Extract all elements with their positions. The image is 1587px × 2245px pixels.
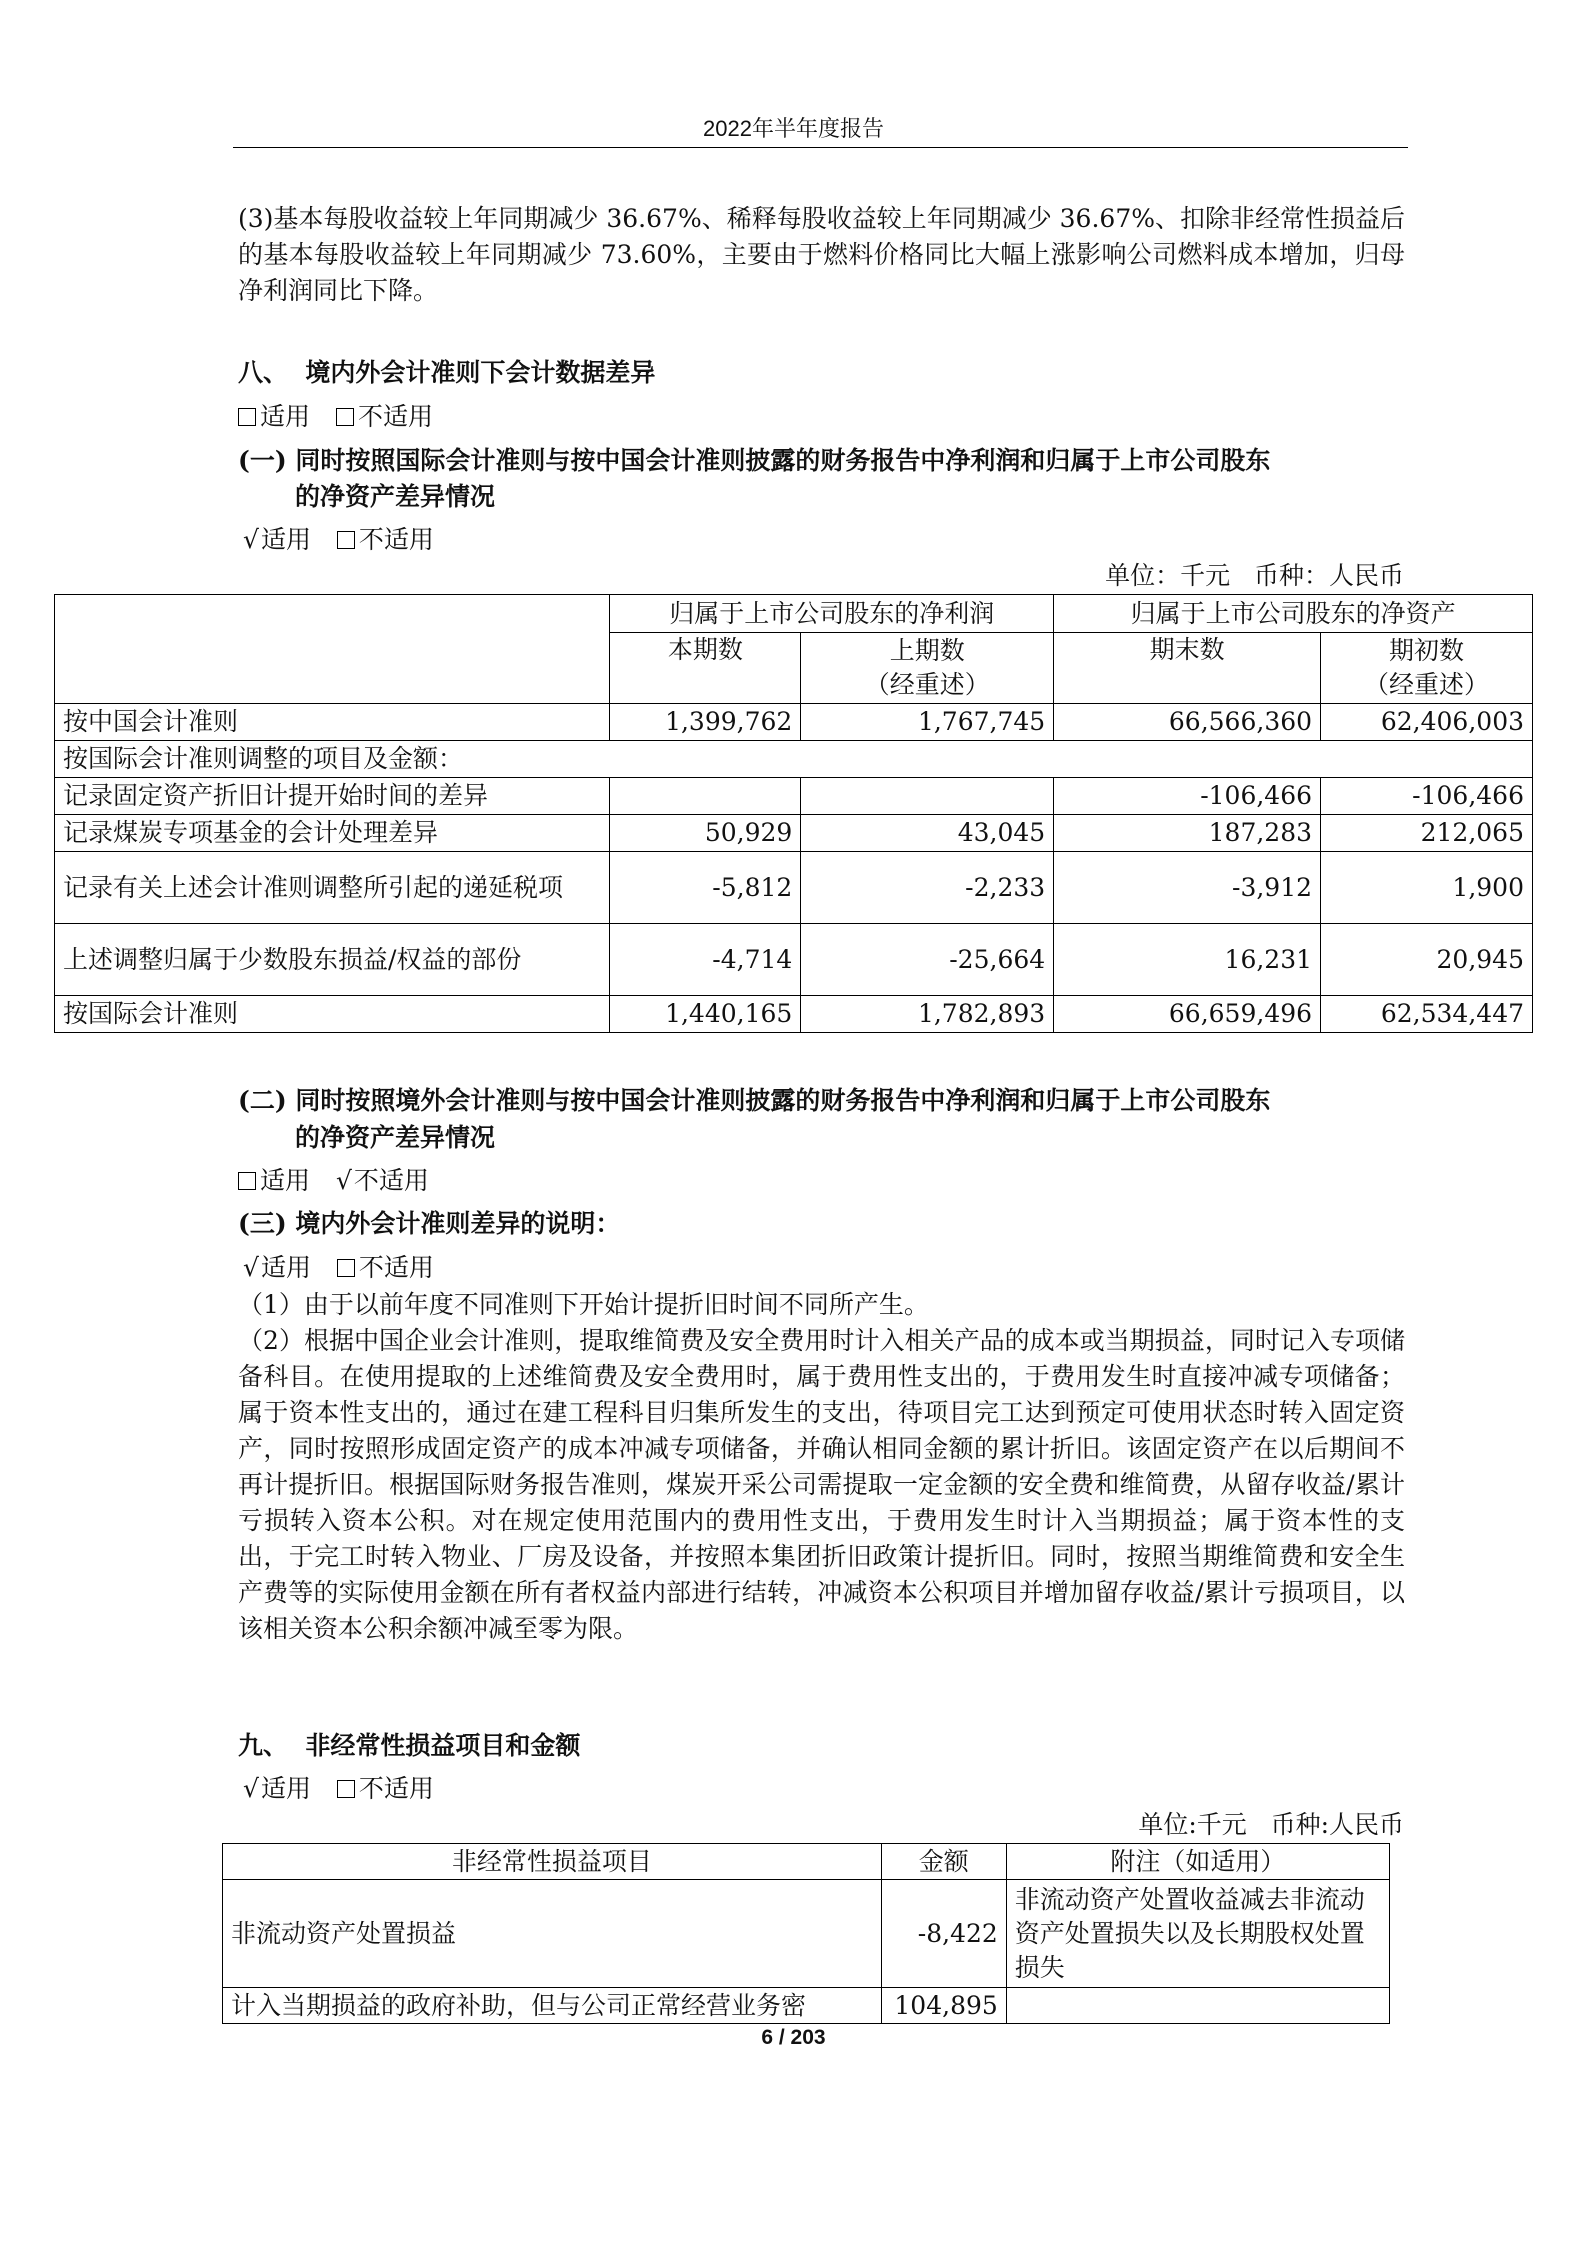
row-label: 记录煤炭专项基金的会计处理差异 <box>55 815 610 852</box>
sub3-note-1: （1）由于以前年度不同准则下开始计提折旧时间不同所产生。 <box>238 1290 929 1319</box>
cell-value: 1,440,165 <box>610 996 801 1033</box>
checkbox-empty-icon <box>238 408 256 426</box>
cell-value: 1,767,745 <box>801 704 1054 741</box>
check-mark-icon: √ <box>243 1253 259 1282</box>
table-header-row <box>223 1844 1390 1880</box>
table-row <box>55 852 1533 924</box>
col-header-period-start: 期初数 （经重述） <box>1321 633 1533 704</box>
section9-options: √适用 不适用 <box>243 1771 434 1807</box>
sub2-title-line1: (二) 同时按照境外会计准则与按中国会计准则披露的财务报告中净利润和归属于上市公司股东 <box>238 1086 1271 1115</box>
cell-value: -5,812 <box>610 852 801 924</box>
table-group-header-row <box>55 595 1533 633</box>
check-mark-icon: √ <box>335 1166 352 1195</box>
cell-value: -25,664 <box>801 924 1054 996</box>
checkbox-empty-icon <box>238 1172 256 1190</box>
section8-title: 八、 境内外会计准则下会计数据差异 <box>238 358 656 387</box>
row-label-span: 按国际会计准则调整的项目及金额： <box>55 741 1533 778</box>
table-corner-cell <box>55 595 610 704</box>
header-divider <box>233 147 1408 148</box>
cell-value: 1,782,893 <box>801 996 1054 1033</box>
cell-value: 62,534,447 <box>1321 996 1533 1033</box>
sub1-options: √适用 不适用 <box>243 522 434 558</box>
row-label: 按国际会计准则 <box>55 996 610 1033</box>
sub3-options: √适用 不适用 <box>243 1250 434 1286</box>
cell-value: -2,233 <box>801 852 1054 924</box>
row-label: 记录固定资产折旧计提开始时间的差异 <box>55 778 610 815</box>
table-row <box>223 1988 1390 2024</box>
col-header-prior: 上期数 （经重述） <box>801 633 1054 704</box>
sub1-title-line1: (一) 同时按照国际会计准则与按中国会计准则披露的财务报告中净利润和归属于上市公司股东 <box>238 446 1271 475</box>
header-note: 附注（如适用） <box>1006 1844 1389 1880</box>
page-number: 6 / 203 <box>761 2026 826 2049</box>
non-recurring-items-table <box>222 1843 1390 2024</box>
amount-cell: -8,422 <box>881 1880 1006 1988</box>
table-row <box>55 741 1533 778</box>
cell-value: 16,231 <box>1054 924 1321 996</box>
section9-title: 九、 非经常性损益项目和金额 <box>238 1731 581 1760</box>
cell-value: 50,929 <box>610 815 801 852</box>
checkbox-empty-icon <box>337 1780 355 1798</box>
cell-value: 187,283 <box>1054 815 1321 852</box>
cell-value: 1,900 <box>1321 852 1533 924</box>
checkbox-empty-icon <box>337 531 355 549</box>
cell-value: 20,945 <box>1321 924 1533 996</box>
group-header-net-assets: 归属于上市公司股东的净资产 <box>1054 595 1533 633</box>
checkbox-empty-icon <box>337 1259 355 1277</box>
cell-value: -4,714 <box>610 924 801 996</box>
note-cell <box>1006 1988 1389 2024</box>
sub1-title-line2: 的净资产差异情况 <box>295 482 496 511</box>
section9-unit: 单位:千元 币种:人民币 <box>1138 1810 1404 1839</box>
table-row <box>55 815 1533 852</box>
cell-value: 43,045 <box>801 815 1054 852</box>
cell-value: -106,466 <box>1054 778 1321 815</box>
cell-value: -106,466 <box>1321 778 1533 815</box>
sub2-options: 适用 √不适用 <box>238 1163 429 1199</box>
col-header-current: 本期数 <box>610 633 801 704</box>
row-label: 上述调整归属于少数股东损益/权益的部份 <box>55 924 610 996</box>
cell-value <box>801 778 1054 815</box>
table-row <box>223 1880 1390 1988</box>
item-cell: 非流动资产处置损益 <box>223 1880 882 1988</box>
table-row <box>55 924 1533 996</box>
cell-value: 212,065 <box>1321 815 1533 852</box>
cell-value: 66,566,360 <box>1054 704 1321 741</box>
check-mark-icon: √ <box>243 525 259 554</box>
item-cell: 计入当期损益的政府补助，但与公司正常经营业务密 <box>223 1988 882 2024</box>
checkbox-empty-icon <box>336 408 354 426</box>
group-header-net-profit: 归属于上市公司股东的净利润 <box>610 595 1054 633</box>
intro-paragraph: (3)基本每股收益较上年同期减少 36.67%、稀释每股收益较上年同期减少 36.67%、扣除非经常性损益后的基本每股收益较上年同期减少 73.60%，主要由于燃料价格同比大幅上涨影响公司燃料成本增加，归母净利润同比下降。 <box>238 204 1405 305</box>
cell-value: 62,406,003 <box>1321 704 1533 741</box>
gaap-difference-table <box>54 594 1533 1033</box>
table-row <box>55 704 1533 741</box>
cell-value: 66,659,496 <box>1054 996 1321 1033</box>
table-row <box>55 996 1533 1033</box>
header-item: 非经常性损益项目 <box>223 1844 882 1880</box>
cell-value: -3,912 <box>1054 852 1321 924</box>
section8-options: 适用 不适用 <box>238 399 433 435</box>
header-amount: 金额 <box>881 1844 1006 1880</box>
sub1-unit: 单位：千元 币种：人民币 <box>1105 561 1404 590</box>
check-mark-icon: √ <box>243 1774 259 1803</box>
page-header-title: 2022年半年度报告 <box>703 116 884 141</box>
row-label: 记录有关上述会计准则调整所引起的递延税项 <box>55 852 610 924</box>
sub3-title: (三) 境内外会计准则差异的说明： <box>238 1209 621 1238</box>
sub3-note-2: （2）根据中国企业会计准则，提取维简费及安全费用时计入相关产品的成本或当期损益，同时记入专项储备科目。在使用提取的上述维简费及安全费用时，属于费用性支出的，于费用发生时直接冲减专项储备；属于资本性支出的，通过在建工程科目归集所发生的支出，待项目完工达到预定可使用状态时转入固定资产，同时按照形成固定资产的成本冲减专项储备，并确认相同金额的累计折旧。该固定资产在以后期间不再计提折旧。根据国际财务报告准则，煤炭开采公司需提取一定金额的安全费和维简费，从留存收益/累计亏损转入资本公积。对在规定使用范围内的费用性支出，于费用发生时计入当期损益；属于资本性的支出，于完工时转入物业、厂房及设备，并按照本集团折旧政策计提折旧。同时，按照当期维简费和安全生产费等的实际使用金额在所有者权益内部进行结转，冲减资本公积项目并增加留存收益/累计亏损项目，以该相关资本公积余额冲减至零为限。 <box>238 1326 1405 1643</box>
table-row <box>55 778 1533 815</box>
cell-value <box>610 778 801 815</box>
sub2-title-line2: 的净资产差异情况 <box>295 1123 496 1152</box>
row-label: 按中国会计准则 <box>55 704 610 741</box>
note-cell: 非流动资产处置收益减去非流动资产处置损失以及长期股权处置损失 <box>1006 1880 1389 1988</box>
amount-cell: 104,895 <box>881 1988 1006 2024</box>
col-header-period-end: 期末数 <box>1054 633 1321 704</box>
cell-value: 1,399,762 <box>610 704 801 741</box>
